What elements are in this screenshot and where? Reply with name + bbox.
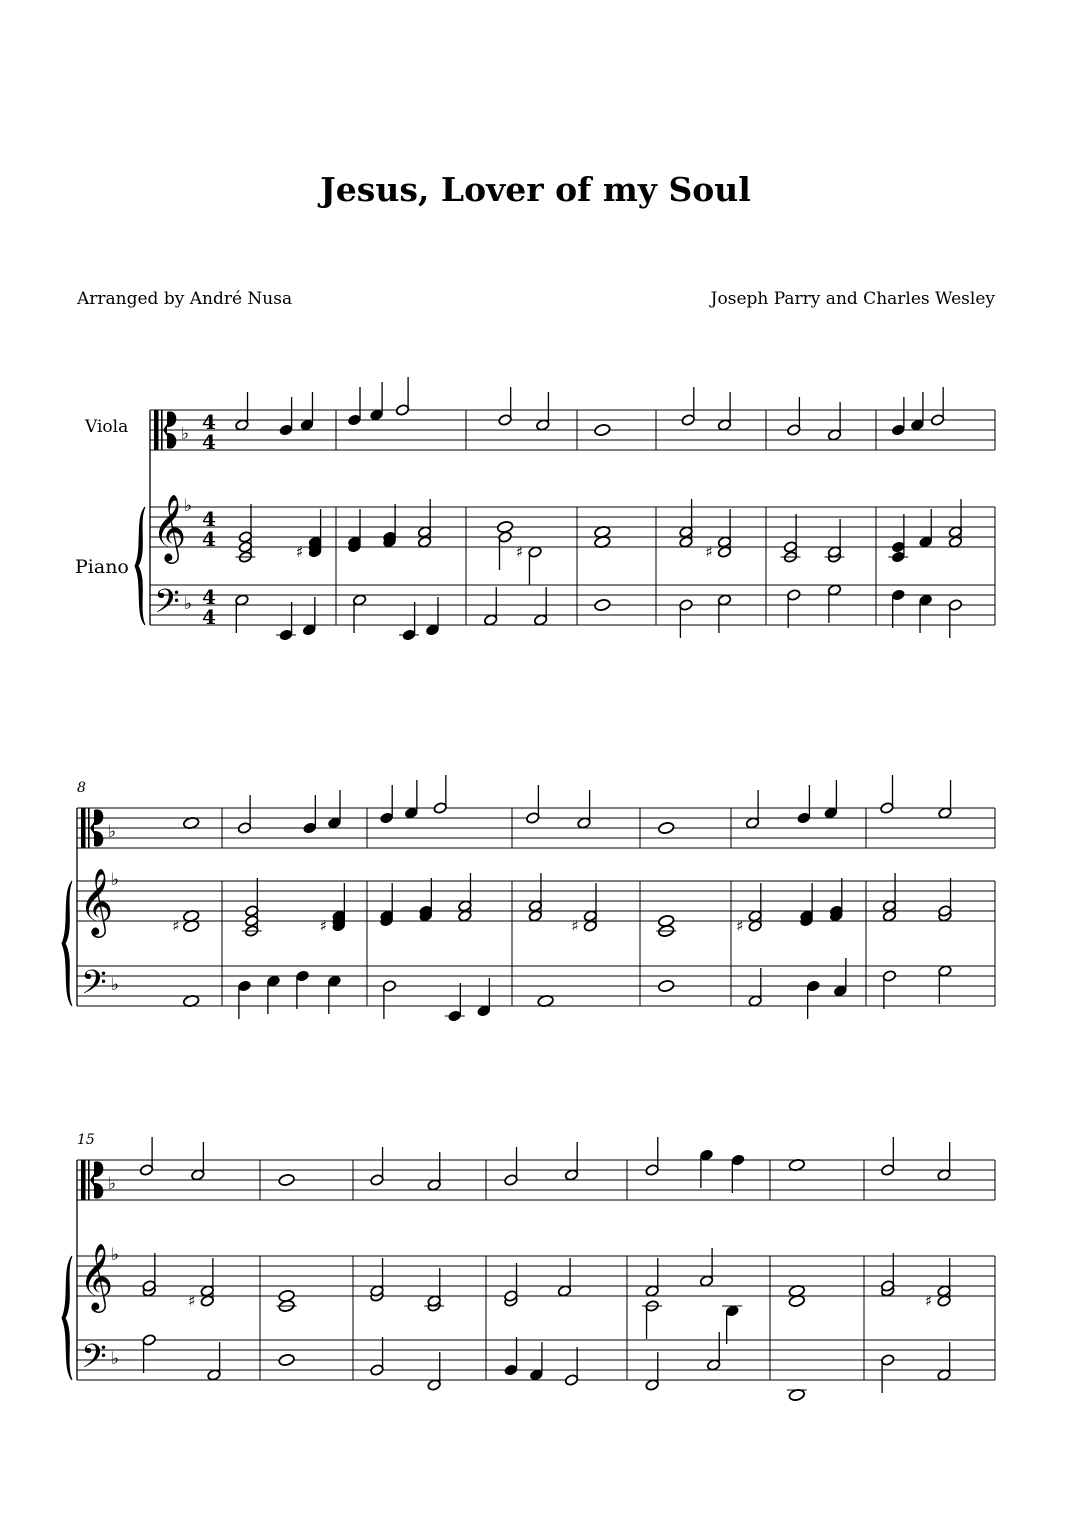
sharp-icon: ♯ — [188, 1292, 196, 1310]
sharp-icon: ♯ — [736, 917, 744, 935]
viola-measure — [880, 775, 952, 819]
piano-bass-measure — [235, 594, 317, 641]
piano-bass-measure — [237, 970, 341, 1019]
note-head — [594, 423, 611, 436]
viola-measure — [347, 377, 409, 426]
piano-label: Piano — [75, 556, 129, 578]
note-head — [278, 1289, 295, 1302]
composer-credit: Joseph Parry and Charles Wesley — [710, 289, 995, 309]
flat-icon: ♭ — [111, 975, 120, 995]
piano-bass-measure — [882, 965, 952, 1009]
piano-treble-measure — [172, 909, 199, 935]
page-title: Jesus, Lover of my Soul — [320, 170, 751, 209]
piano-bass-measure — [645, 1332, 721, 1391]
flat-icon: ♭ — [184, 496, 193, 516]
time-signature-top: 4 — [202, 507, 216, 531]
piano-treble-measure — [736, 878, 843, 935]
sharp-icon: ♯ — [571, 917, 579, 935]
measure-number: 15 — [77, 1132, 95, 1148]
piano-treble-measure — [882, 873, 952, 922]
piano-treble-measure — [242, 878, 346, 937]
score-systems — [62, 377, 995, 1402]
piano-brace — [62, 881, 72, 1006]
piano-treble-measure — [277, 1289, 297, 1312]
piano-treble-measure — [497, 520, 543, 585]
flat-icon: ♭ — [181, 424, 190, 444]
piano-treble-measure — [656, 914, 676, 937]
piano-bass-measure — [352, 594, 439, 641]
measure-number: 8 — [77, 780, 86, 796]
piano-bass-measure — [278, 1353, 295, 1366]
system — [75, 377, 995, 641]
viola-measure — [370, 1147, 442, 1191]
note-head — [658, 821, 675, 834]
arranger-credit: Arranged by André Nusa — [77, 289, 293, 309]
viola-measure — [881, 1137, 952, 1181]
flat-icon: ♭ — [108, 1174, 117, 1194]
piano-brace — [62, 1256, 72, 1380]
piano-bass-measure — [679, 594, 732, 638]
piano-bass-measure — [594, 598, 611, 611]
piano-treble-measure — [679, 499, 732, 561]
bass-clef-icon: 𝄢 — [81, 964, 107, 1010]
time-signature-bottom: 4 — [202, 430, 216, 454]
sharp-icon: ♯ — [925, 1292, 933, 1310]
system — [62, 775, 995, 1022]
sharp-icon: ♯ — [172, 917, 180, 935]
viola-measure — [891, 387, 945, 436]
flat-icon: ♭ — [111, 1245, 120, 1265]
viola-measure — [498, 387, 550, 431]
viola-measure — [526, 785, 592, 829]
piano-treble-measure — [142, 1253, 214, 1310]
bass-clef-icon: 𝄢 — [81, 1338, 107, 1384]
sharp-icon: ♯ — [516, 543, 524, 561]
piano-bass-measure — [483, 587, 547, 626]
flat-icon: ♭ — [111, 870, 120, 890]
piano-bass-measure — [504, 1337, 579, 1386]
piano-bass-measure — [370, 1337, 442, 1391]
note-head — [278, 1173, 295, 1186]
piano-bass-measure — [891, 589, 962, 638]
system — [62, 1132, 995, 1402]
piano-bass-measure — [787, 1388, 807, 1401]
viola-measure — [379, 775, 447, 824]
note-head — [658, 979, 675, 992]
piano-treble-measure — [888, 499, 962, 563]
piano-bass-measure — [658, 979, 675, 992]
time-signature-top: 4 — [202, 410, 216, 434]
sharp-icon: ♯ — [296, 543, 304, 561]
piano-bass-measure — [787, 584, 842, 628]
piano-bass-measure — [142, 1334, 221, 1381]
viola-measure — [681, 387, 732, 431]
viola-label: Viola — [85, 417, 129, 437]
piano-treble-measure — [235, 504, 322, 563]
viola-measure — [787, 397, 842, 441]
piano-treble-measure — [504, 1258, 572, 1307]
flat-icon: ♭ — [111, 1349, 120, 1369]
flat-icon: ♭ — [108, 822, 117, 842]
treble-clef-icon: 𝄞 — [152, 493, 187, 561]
piano-brace — [135, 507, 145, 625]
note-head — [278, 1353, 295, 1366]
time-signature-bottom: 4 — [202, 605, 216, 629]
viola-measure — [139, 1137, 205, 1181]
treble-clef-icon: 𝄞 — [79, 1242, 114, 1310]
bass-clef-icon: 𝄢 — [154, 583, 180, 629]
time-signature-top: 4 — [202, 585, 216, 609]
piano-bass-measure — [748, 958, 847, 1019]
viola-measure — [658, 821, 675, 834]
sharp-icon: ♯ — [705, 543, 713, 561]
piano-treble-measure — [881, 1253, 952, 1310]
sharp-icon: ♯ — [319, 917, 328, 935]
viola-measure — [745, 780, 838, 829]
viola-measure — [645, 1137, 745, 1193]
note-head — [497, 520, 514, 533]
note-head — [658, 914, 675, 927]
piano-bass-measure — [382, 978, 491, 1022]
note-head — [594, 598, 611, 611]
flat-icon: ♭ — [184, 594, 193, 614]
treble-clef-icon: 𝄞 — [79, 867, 114, 935]
time-signature-bottom: 4 — [202, 527, 216, 551]
piano-treble-measure — [528, 873, 597, 935]
viola-measure — [594, 423, 611, 436]
piano-treble-measure — [781, 514, 845, 563]
viola-measure — [278, 1173, 295, 1186]
